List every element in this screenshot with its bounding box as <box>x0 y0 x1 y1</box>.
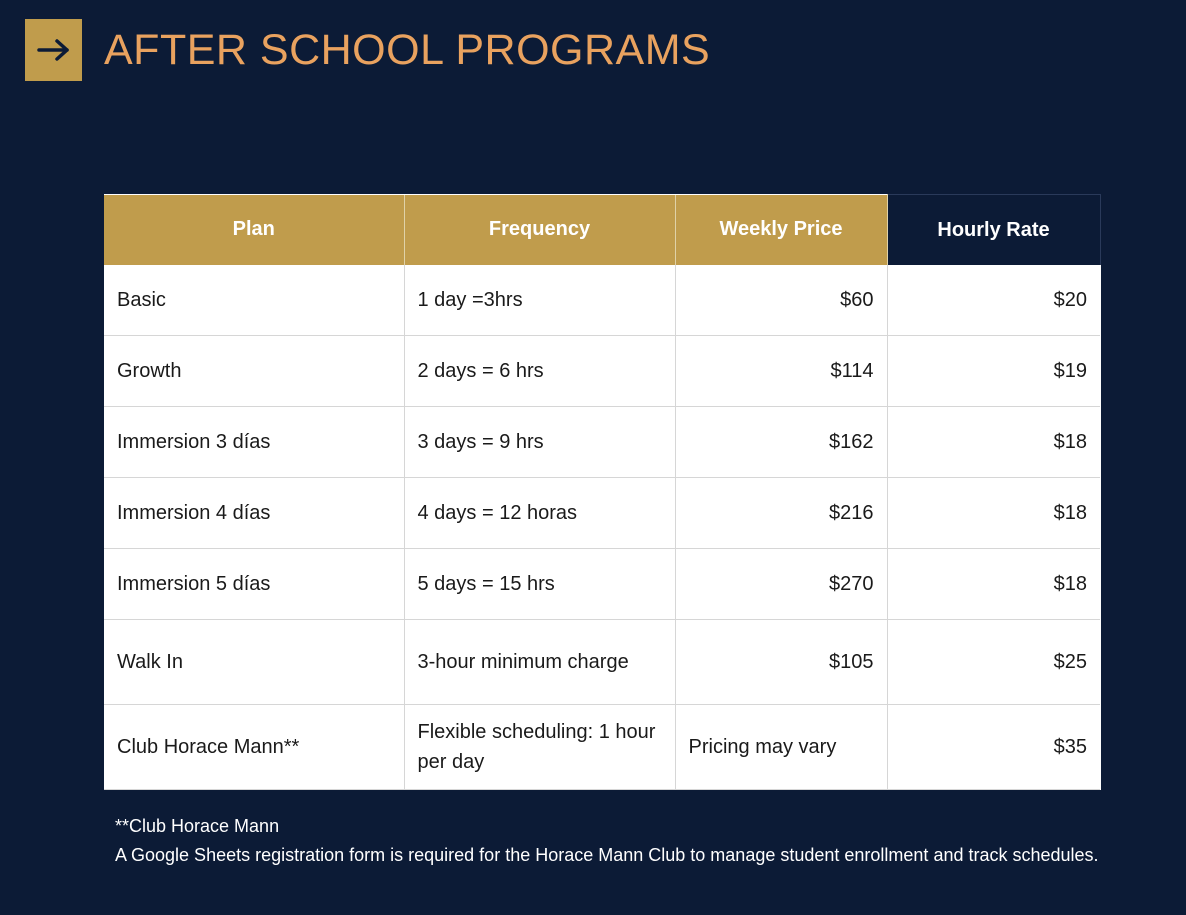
weekly-price-cell: Pricing may vary <box>675 705 887 790</box>
table-row <box>104 549 1100 620</box>
column-header-plan: Plan <box>104 195 404 266</box>
table-row <box>104 705 1100 790</box>
plan-cell: Immersion 3 días <box>104 407 404 478</box>
frequency-cell: 4 days = 12 horas <box>404 478 675 549</box>
plan-cell: Immersion 4 días <box>104 478 404 549</box>
hourly-rate-cell: $25 <box>887 620 1100 705</box>
arrow-right-icon <box>25 19 82 81</box>
frequency-cell: 3 days = 9 hrs <box>404 407 675 478</box>
pricing-table <box>104 194 1101 790</box>
table-row <box>104 407 1100 478</box>
plan-cell: Immersion 5 días <box>104 549 404 620</box>
table-row <box>104 265 1100 336</box>
hourly-rate-cell: $18 <box>887 478 1100 549</box>
hourly-rate-cell: $19 <box>887 336 1100 407</box>
hourly-rate-cell: $35 <box>887 705 1100 790</box>
weekly-price-cell: $114 <box>675 336 887 407</box>
frequency-cell: 2 days = 6 hrs <box>404 336 675 407</box>
weekly-price-cell: $216 <box>675 478 887 549</box>
hourly-rate-cell: $20 <box>887 265 1100 336</box>
column-header-frequency: Frequency <box>404 195 675 266</box>
table-row <box>104 478 1100 549</box>
footnote-heading: **Club Horace Mann <box>115 816 280 836</box>
frequency-cell: 1 day =3hrs <box>404 265 675 336</box>
weekly-price-cell: $270 <box>675 549 887 620</box>
table-header-row <box>104 195 1100 266</box>
frequency-cell: 5 days = 15 hrs <box>404 549 675 620</box>
weekly-price-cell: $162 <box>675 407 887 478</box>
footnote-text: A Google Sheets registration form is required for the Horace Mann Club to manage student enrollment and track schedules. <box>115 845 1099 865</box>
table-row <box>104 336 1100 407</box>
footnote <box>115 812 1105 870</box>
plan-cell: Growth <box>104 336 404 407</box>
page-header <box>25 19 710 81</box>
weekly-price-cell: $105 <box>675 620 887 705</box>
column-header-hourly-rate: Hourly Rate <box>887 195 1100 266</box>
column-header-weekly-price: Weekly Price <box>675 195 887 266</box>
hourly-rate-cell: $18 <box>887 549 1100 620</box>
plan-cell: Walk In <box>104 620 404 705</box>
frequency-cell: Flexible scheduling: 1 hour per day <box>404 705 675 790</box>
frequency-cell: 3-hour minimum charge <box>404 620 675 705</box>
table-row <box>104 620 1100 705</box>
page-title: AFTER SCHOOL PROGRAMS <box>104 26 711 74</box>
weekly-price-cell: $60 <box>675 265 887 336</box>
hourly-rate-cell: $18 <box>887 407 1100 478</box>
plan-cell: Club Horace Mann** <box>104 705 404 790</box>
plan-cell: Basic <box>104 265 404 336</box>
